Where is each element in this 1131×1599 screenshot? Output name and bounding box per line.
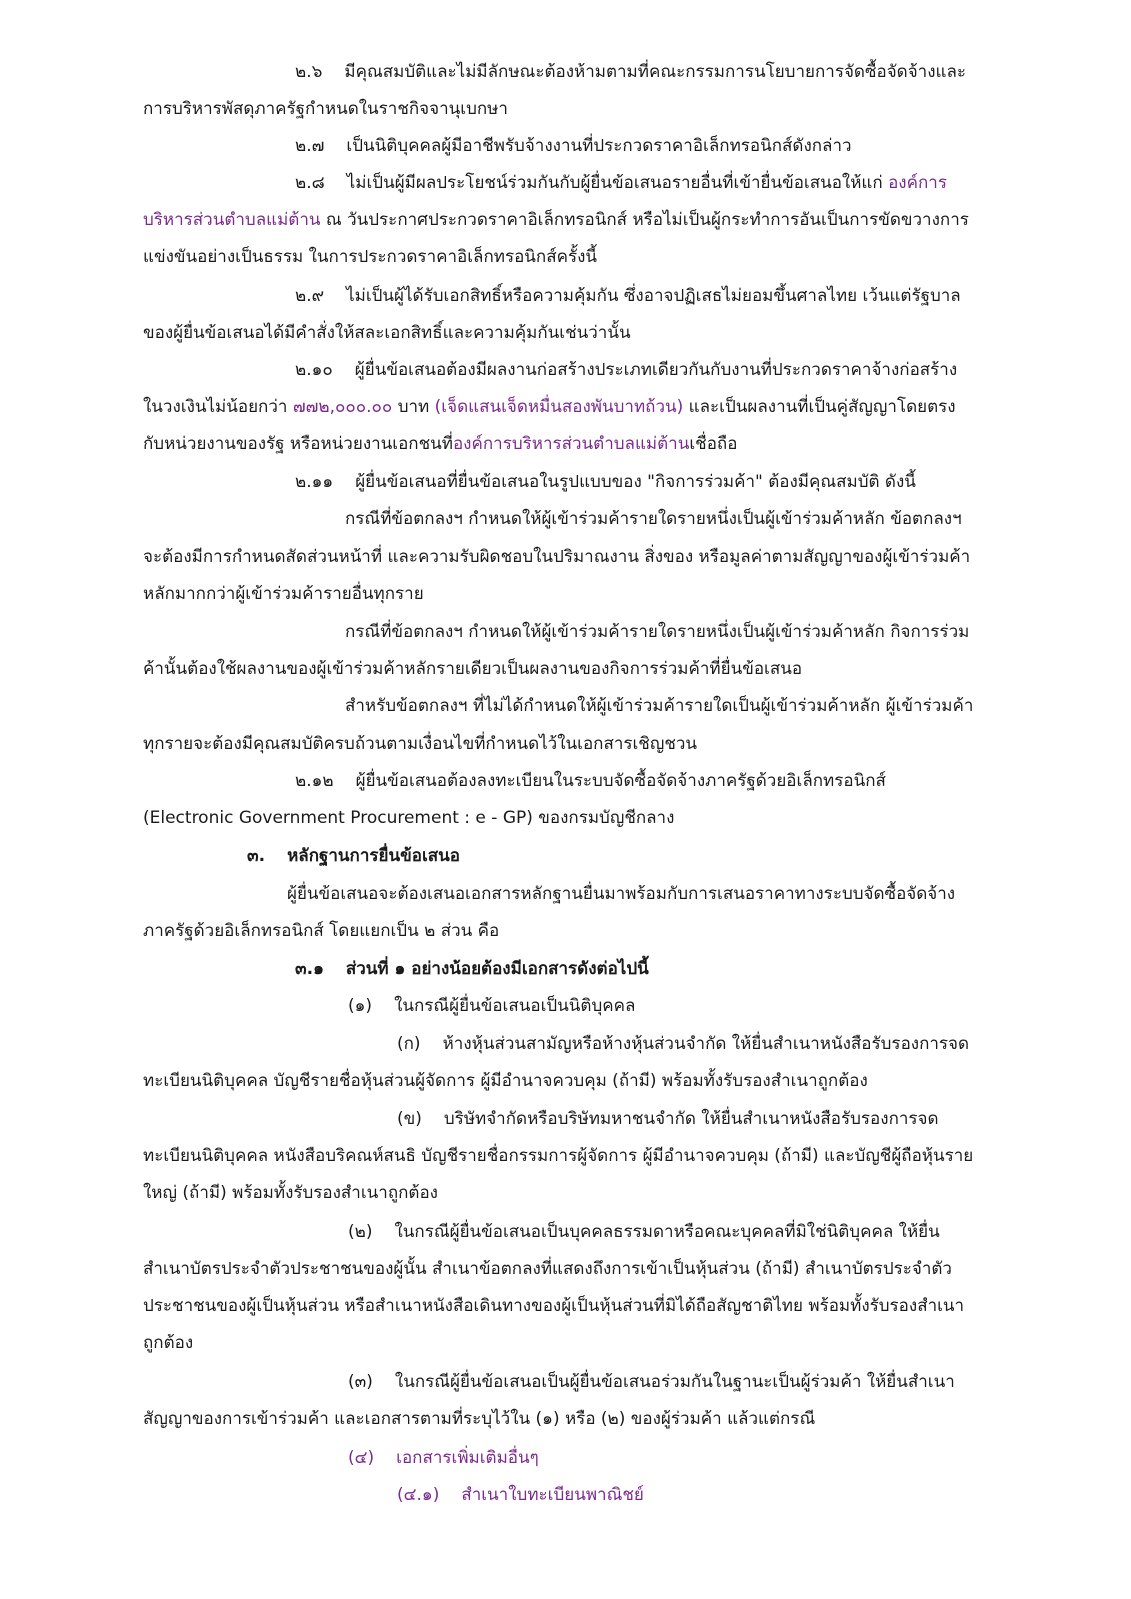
clause-2-11-para-1-line-3: หลักมากกว่าผู้เข้าร่วมค้ารายอื่นทุกราย xyxy=(143,584,424,604)
clause-2-9-line-2: ของผู้ยื่นข้อเสนอได้มีคำสั่งให้สละเอกสิทธิ์และความคุ้มกันเช่นว่านั้น xyxy=(143,323,631,343)
organization-name: องค์การ xyxy=(888,173,947,193)
clause-2-8-line-3: แข่งขันอย่างเป็นธรรม ในการประกวดราคาอิเล็กทรอนิกส์ครั้งนี้ xyxy=(143,247,598,267)
clause-2-9-line-1: ๒.๙ ไม่เป็นผู้ได้รับเอกสิทธิ์หรือความคุ้มกัน ซึ่งอาจปฏิเสธไม่ยอมขึ้นศาลไทย เว้นแต่รัฐบาล xyxy=(295,286,961,306)
section-title: ส่วนที่ ๑ อย่างน้อยต้องมีเอกสารดังต่อไปนี้ xyxy=(345,959,649,979)
clause-2-10-line-2: ในวงเงินไม่น้อยกว่า ๗๗๒,๐๐๐.๐๐ บาท (เจ็ดแสนเจ็ดหมื่นสองพันบาทถ้วน) และเป็นผลงานที่เป็นคู่สัญญาโดยตรง xyxy=(143,397,956,417)
item-4-line-1: (๔) เอกสารเพิ่มเติมอื่นๆ xyxy=(348,1448,539,1468)
section-number: ๓.๑ xyxy=(295,959,324,979)
item-b-line-2: ทะเบียนนิติบุคคล หนังสือบริคณห์สนธิ บัญชีรายชื่อกรรมการผู้จัดการ ผู้มีอำนาจควบคุม (ถ้ามี) และบัญชีผู้ถือหุ้นราย xyxy=(143,1146,974,1166)
item-2-line-3: ประชาชนของผู้เป็นหุ้นส่วน หรือสำเนาหนังสือเดินทางของผู้เป็นหุ้นส่วนที่มิได้ถือสัญชาติไทย พร้อมทั้งรับรองสำเนา xyxy=(143,1296,965,1316)
item-3-line-2: สัญญาของการเข้าร่วมค้า และเอกสารตามที่ระบุไว้ใน (๑) หรือ (๒) ของผู้ร่วมค้า แล้วแต่กรณี xyxy=(143,1409,816,1429)
clause-number: ๒.๙ xyxy=(295,286,325,306)
section-number: ๓. xyxy=(247,846,266,866)
clause-2-10-line-3: กับหน่วยงานของรัฐ หรือหน่วยงานเอกชนที่องค์การบริหารส่วนตำบลแม่ต้านเชื่อถือ xyxy=(143,434,738,454)
section-title: หลักฐานการยื่นข้อเสนอ xyxy=(287,846,460,866)
item-a-line-2: ทะเบียนนิติบุคคล บัญชีรายชื่อหุ้นส่วนผู้จัดการ ผู้มีอำนาจควบคุม (ถ้ามี) พร้อมทั้งรับรองสำเนาถูกต้อง xyxy=(143,1071,868,1091)
amount-value: ๗๗๒,๐๐๐.๐๐ xyxy=(292,397,393,417)
clause-2-6-line-2: การบริหารพัสดุภาครัฐกำหนดในราชกิจจานุเบกษา xyxy=(143,99,508,119)
section-3-line-1: ผู้ยื่นข้อเสนอจะต้องเสนอเอกสารหลักฐานยื่นมาพร้อมกับการเสนอราคาทางระบบจัดซื้อจัดจ้าง xyxy=(287,884,956,904)
clause-2-8-line-2: บริหารส่วนตำบลแม่ต้าน ณ วันประกาศประกวดราคาอิเล็กทรอนิกส์ หรือไม่เป็นผู้กระทำการอันเป็นการขัดขวางการ xyxy=(143,210,969,230)
section-3-line-2: ภาครัฐด้วยอิเล็กทรอนิกส์ โดยแยกเป็น ๒ ส่วน คือ xyxy=(143,921,500,941)
section-3-heading xyxy=(247,844,460,868)
clause-2-11-para-3-line-1: สำหรับข้อตกลงฯ ที่ไม่ได้กำหนดให้ผู้เข้าร่วมค้ารายใดเป็นผู้เข้าร่วมค้าหลัก ผู้เข้าร่วมค้า xyxy=(345,696,974,716)
clause-2-11-line-1: ๒.๑๑ ผู้ยื่นข้อเสนอที่ยื่นข้อเสนอในรูปแบบของ "กิจการร่วมค้า" ต้องมีคุณสมบัติ ดังนี้ xyxy=(295,472,916,492)
clause-number: ๒.๗ xyxy=(295,136,325,156)
organization-name: บริหารส่วนตำบลแม่ต้าน xyxy=(143,210,321,230)
item-number: (๑) xyxy=(348,996,373,1016)
clause-2-11-para-3-line-2: ทุกรายจะต้องมีคุณสมบัติครบถ้วนตามเงื่อนไขที่กำหนดไว้ในเอกสารเชิญชวน xyxy=(143,734,698,754)
clause-2-11-para-1-line-2: จะต้องมีการกำหนดสัดส่วนหน้าที่ และความรับผิดชอบในปริมาณงาน สิ่งของ หรือมูลค่าตามสัญญาของผู้เข้าร่วมค้า xyxy=(143,547,971,567)
item-number: (ข) xyxy=(397,1109,422,1129)
item-4-1-line-1: (๔.๑) สำเนาใบทะเบียนพาณิชย์ xyxy=(397,1485,644,1505)
item-2-line-2: สำเนาบัตรประจำตัวประชาชนของผู้นั้น สำเนาข้อตกลงที่แสดงถึงการเข้าเป็นหุ้นส่วน (ถ้ามี) สำเนาบัตรประจำตัว xyxy=(143,1259,952,1279)
item-1-line-1: (๑) ในกรณีผู้ยื่นข้อเสนอเป็นนิติบุคคล xyxy=(348,996,636,1016)
clause-2-11-para-2-line-2: ค้านั้นต้องใช้ผลงานของผู้เข้าร่วมค้าหลักรายเดียวเป็นผลงานของกิจการร่วมค้าที่ยื่นข้อเสนอ xyxy=(143,659,803,679)
clause-2-10-line-1: ๒.๑๐ ผู้ยื่นข้อเสนอต้องมีผลงานก่อสร้างประเภทเดียวกันกับงานที่ประกวดราคาจ้างก่อสร้าง xyxy=(295,360,958,380)
item-number: (๓) xyxy=(348,1372,373,1392)
clause-number: ๒.๑๒ xyxy=(295,771,334,791)
item-a-line-1: (ก) ห้างหุ้นส่วนสามัญหรือห้างหุ้นส่วนจำกัด ให้ยื่นสำเนาหนังสือรับรองการจด xyxy=(397,1034,970,1054)
clause-number: ๒.๘ xyxy=(295,173,325,193)
clause-number: ๒.๖ xyxy=(295,62,323,82)
clause-number: ๒.๑๑ xyxy=(295,472,334,492)
section-3-1-heading xyxy=(295,957,649,981)
item-b-line-3: ใหญ่ (ถ้ามี) พร้อมทั้งรับรองสำเนาถูกต้อง xyxy=(143,1183,438,1203)
clause-2-8-line-1: ๒.๘ ไม่เป็นผู้มีผลประโยชน์ร่วมกันกับผู้ยื่นข้อเสนอรายอื่นที่เข้ายื่นข้อเสนอให้แก่ องค์การ xyxy=(295,173,947,193)
clause-2-11-para-2-line-1: กรณีที่ข้อตกลงฯ กำหนดให้ผู้เข้าร่วมค้ารายใดรายหนึ่งเป็นผู้เข้าร่วมค้าหลัก กิจการร่วม xyxy=(345,622,970,642)
item-b-line-1: (ข) บริษัทจำกัดหรือบริษัทมหาชนจำกัด ให้ยื่นสำเนาหนังสือรับรองการจด xyxy=(397,1109,939,1129)
item-number: (ก) xyxy=(397,1034,421,1054)
clause-2-12-line-1: ๒.๑๒ ผู้ยื่นข้อเสนอต้องลงทะเบียนในระบบจัดซื้อจัดจ้างภาครัฐด้วยอิเล็กทรอนิกส์ xyxy=(295,771,886,791)
item-2-line-1: (๒) ในกรณีผู้ยื่นข้อเสนอเป็นบุคคลธรรมดาหรือคณะบุคคลที่มิใช่นิติบุคคล ให้ยื่น xyxy=(348,1222,940,1242)
item-number: (๔.๑) xyxy=(397,1485,440,1505)
clause-2-12-line-2: (Electronic Government Procurement : e - GP) ของกรมบัญชีกลาง xyxy=(143,808,675,828)
clause-number: ๒.๑๐ xyxy=(295,360,333,380)
clause-2-7-line-1: ๒.๗ เป็นนิติบุคคลผู้มีอาชีพรับจ้างงานที่ประกวดราคาอิเล็กทรอนิกส์ดังกล่าว xyxy=(295,136,852,156)
organization-name: องค์การบริหารส่วนตำบลแม่ต้าน xyxy=(452,434,690,454)
clause-2-6-line-1: ๒.๖ มีคุณสมบัติและไม่มีลักษณะต้องห้ามตามที่คณะกรรมการนโยบายการจัดซื้อจัดจ้างและ xyxy=(295,62,967,82)
clause-2-11-para-1-line-1: กรณีที่ข้อตกลงฯ กำหนดให้ผู้เข้าร่วมค้ารายใดรายหนึ่งเป็นผู้เข้าร่วมค้าหลัก ข้อตกลงฯ xyxy=(345,509,962,529)
item-2-line-4: ถูกต้อง xyxy=(143,1333,194,1353)
amount-in-words: (เจ็ดแสนเจ็ดหมื่นสองพันบาทถ้วน) xyxy=(434,397,684,417)
item-3-line-1: (๓) ในกรณีผู้ยื่นข้อเสนอเป็นผู้ยื่นข้อเสนอร่วมกันในฐานะเป็นผู้ร่วมค้า ให้ยื่นสำเนา xyxy=(348,1372,955,1392)
item-number: (๒) xyxy=(348,1222,373,1242)
item-number: (๔) xyxy=(348,1448,375,1468)
